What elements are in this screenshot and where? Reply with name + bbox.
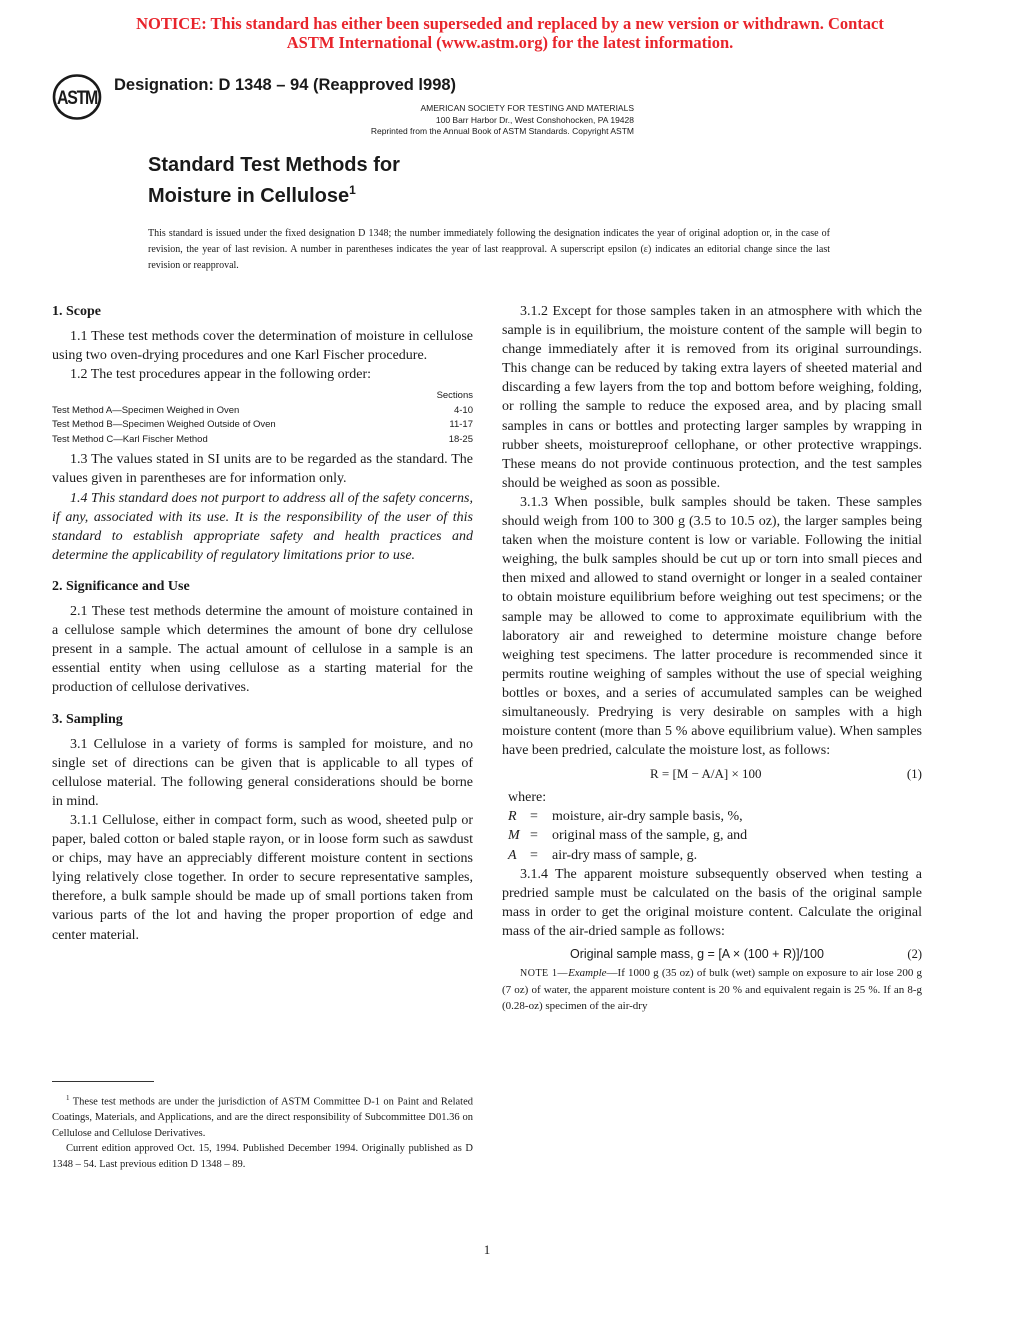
equation-1-expression: R = [M − A/A] × 100 <box>650 766 762 782</box>
list-item <box>502 846 922 865</box>
section-heading-scope: 1. Scope <box>52 304 101 319</box>
table-row <box>52 433 473 448</box>
method-cell: Test Method A—Specimen Weighed in Oven <box>52 404 240 416</box>
equation-2 <box>502 941 922 965</box>
sections-cell: 4-10 <box>453 404 473 416</box>
paragraph-3-1-3: 3.1.3 When possible, bulk samples should be taken. These samples should weigh from 100 to 300 g (3.5 to 10.5 oz), the larger samples being taken when the moisture content is low or variable. Following the initial weighing, the bulk samples should be cut up or torn into small pieces and then mixed and allowed to stand overnight or longer in a sealed container to obtain moisture equilibrium before weighing out test specimens; or the sample may be allowed to come to approximate equilibrium with the laboratory air and reweighed to determine moisture change before weighing test specimens. The latter procedure is recommended since it permits routine weighing of samples without the use of special weighing bottles or boxes, and a series of accumulated samples can be weighed simultaneously. Predrying is very desirable on samples with a high moisture content (more than 5 % above equilibrium value). When samples have been predried, calculate the moisture lost, as follows: <box>502 494 922 759</box>
where-label: where: <box>508 790 547 806</box>
equation-2-number: (2) <box>907 947 922 961</box>
paragraph-3-1-2: 3.1.2 Except for those samples taken in an atmosphere with which the sample is in equilibrium, the moisture content of the sample will begin to change immediately after it is removed from its original surroundings. This change can be reduced by taking extra layers of sheeted material and discarding a few layers from the top and bottom before weighing, folding, or rolling the sample to reduce the exposed area, and by placing small samples in cans or bottles and protecting larger samples by wrapping in rubber sheets, moistureproof cellophane, or other protective wrappings. These means do not provide continuous protection, and the test samples should be weighed as soon as possible. <box>502 304 922 491</box>
footnote-1 <box>52 1091 473 1141</box>
title-footnote-mark: 1 <box>349 183 356 197</box>
publisher-address: 100 Barr Harbor Dr., West Conshohocken, PA 19428 <box>435 114 634 125</box>
footnotes <box>52 1091 473 1172</box>
paragraph-3-1-1: 3.1.1 Cellulose, either in compact form, such as wood, sheeted pulp or paper, baled cotton or baled staple rayon, or in loose form such as sawdust or chips, may have an appreciably different moisture content in sections lying relatively close together. In order to secure representative samples, therefore, a bulk sample should be made up of small portions taken from various parts of the lot and having the proper proportion of edge and center material. <box>52 812 473 943</box>
footnote-2: Current edition approved Oct. 15, 1994. Published December 1994. Originally published as D 1348 – 54. Last previous edition D 1348 – 89. <box>52 1143 473 1170</box>
list-item <box>502 807 922 826</box>
table-row <box>52 404 473 419</box>
withdrawal-notice <box>0 14 1020 52</box>
section-heading-sampling: 3. Sampling <box>52 711 123 727</box>
note-1 <box>502 965 922 1014</box>
publisher-info <box>300 103 634 138</box>
equals-sign: = <box>530 809 538 825</box>
document-title <box>148 153 400 209</box>
right-column <box>502 302 922 1014</box>
variable-description: moisture, air-dry sample basis, %, <box>552 809 743 825</box>
test-method-order-table <box>52 389 473 447</box>
table-row <box>52 418 473 433</box>
publisher-reprint: Reprinted from the Annual Book of ASTM Standards. Copyright ASTM <box>370 126 634 136</box>
paragraph-3-1-4: 3.1.4 The apparent moisture subsequently observed when testing a predried sample must be calculated on the basis of the original sample mass in order to get the original moisture content. Calculate the original mass of the air-dried sample as follows: <box>502 866 922 939</box>
method-cell: Test Method C—Karl Fischer Method <box>52 433 208 445</box>
sections-cell: 11-17 <box>449 419 473 431</box>
paragraph-3-1: 3.1 Cellulose in a variety of forms is sampled for moisture, and no single set of directions can be given that is applicable to all types of cellulose material. The following general considerations should be borne in mind. <box>52 736 473 809</box>
variable-symbol: M <box>508 828 520 844</box>
method-cell: Test Method B—Specimen Weighed Outside of Oven <box>52 419 276 431</box>
notice-line-1: NOTICE: This standard has either been superseded and replaced by a new version or withdrawn. Contact <box>136 14 884 33</box>
note-example-label: Example <box>568 967 607 979</box>
note-text: —If 1000 g (35 oz) of bulk (wet) sample on exposure to air lose 200 g (7 oz) of water, the apparent moisture content is 20 % and equivalent regain is 25 %. If an 8-g (0.28-oz) specimen of the air-dry <box>502 967 922 1012</box>
equation-2-expression: Original sample mass, g = [A × (100 + R)]/100 <box>570 947 824 961</box>
footnote-mark: 1 <box>66 1094 70 1102</box>
page-number: 1 <box>483 1242 491 1257</box>
paragraph-1-2: 1.2 The test procedures appear in the following order: <box>70 367 372 383</box>
notice-line-2: ASTM International (www.astm.org) for the latest information. <box>286 33 734 52</box>
equation-1 <box>502 760 922 782</box>
paragraph-2-1: 2.1 These test methods determine the amount of moisture contained in a cellulose sample which determines the amount of bone dry cellulose present in a sample. The actual amount of cellulose in a sample is an essential entity when using cellulose as a starting material for the production of cellulose derivatives. <box>52 604 473 696</box>
list-item <box>502 826 922 845</box>
variable-symbol: A <box>508 847 517 863</box>
footnote-divider <box>52 1081 154 1082</box>
paragraph-1-3: 1.3 The values stated in SI units are to be regarded as the standard. The values given in parentheses are for information only. <box>52 452 473 487</box>
variable-symbol: R <box>508 809 517 825</box>
variable-description: air-dry mass of sample, g. <box>552 847 698 863</box>
equation-1-number: (1) <box>906 766 922 782</box>
left-column <box>52 302 473 945</box>
variable-description: original mass of the sample, g, and <box>552 828 748 844</box>
paragraph-1-4: 1.4 This standard does not purport to address all of the safety concerns, if any, associated with its use. It is the responsibility of the user of this standard to establish appropriate safety and health practices and determine the applicability of regulatory limitations prior to use. <box>52 490 473 563</box>
variable-definitions <box>502 807 922 864</box>
publisher-name: AMERICAN SOCIETY FOR TESTING AND MATERIALS <box>420 103 634 113</box>
designation: Designation: D 1348 – 94 (Reapproved l998) <box>114 76 457 94</box>
footnote-1-text: These test methods are under the jurisdiction of ASTM Committee D-1 on Paint and Related Coatings, Materials, and Applications, and are the direct responsibility of Subcommittee D01.36 on Cellulose and Cellulose Derivatives. <box>52 1096 474 1139</box>
title-line-2: Moisture in Cellulose <box>148 185 350 207</box>
sections-header: Sections <box>436 390 473 402</box>
title-line-1: Standard Test Methods for <box>148 154 400 176</box>
astm-logo <box>52 74 102 120</box>
issued-note: This standard is issued under the fixed designation D 1348; the number immediately following the designation indicates the year of original adoption or, in the case of revision, the year of last revision. A number in parentheses indicates the year of last reapproval. A superscript epsilon (ε) indicates an editorial change since the last revision or reapproval. <box>148 228 830 271</box>
note-label: NOTE 1— <box>520 968 569 979</box>
sections-cell: 18-25 <box>448 433 473 445</box>
equals-sign: = <box>530 847 538 863</box>
section-heading-significance: 2. Significance and Use <box>52 578 190 594</box>
equals-sign: = <box>530 828 538 844</box>
paragraph-1-1: 1.1 These test methods cover the determination of moisture in cellulose using two oven-drying procedures and one Karl Fischer procedure. <box>52 329 473 364</box>
svg-text:ASTM: ASTM <box>57 88 98 109</box>
